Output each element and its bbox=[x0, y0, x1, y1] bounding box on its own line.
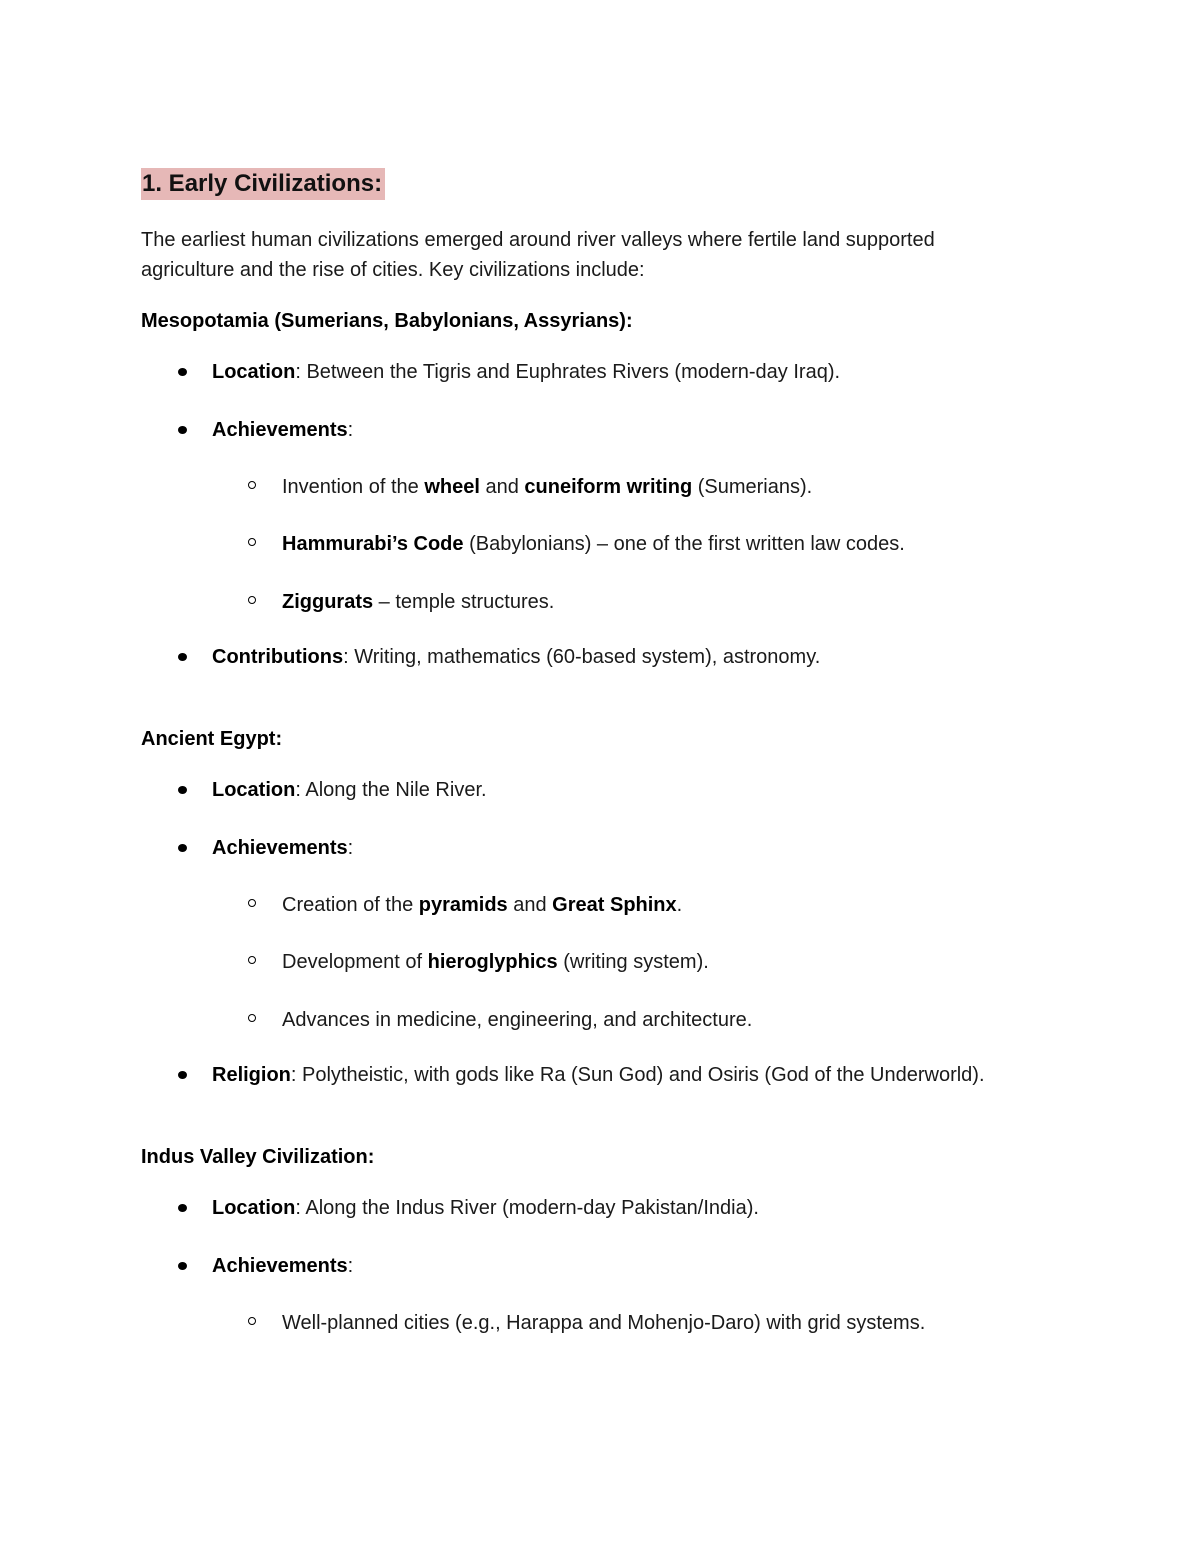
meso-achievement-1: Invention of the wheel and cuneiform writing (Sumerians). bbox=[282, 476, 813, 498]
indus-achievement-1: Well-planned cities (e.g., Harappa and Mohenjo-Daro) with grid systems. bbox=[282, 1312, 926, 1334]
meso-achievement-3: Ziggurats – temple structures. bbox=[282, 591, 555, 613]
section-heading: 1. Early Civilizations: bbox=[141, 168, 385, 200]
sub-bullet-icon bbox=[248, 1014, 256, 1022]
meso-achievement-2: Hammurabi’s Code (Babylonians) – one of the first written law codes. bbox=[282, 533, 905, 555]
indus-title: Indus Valley Civilization: bbox=[141, 1146, 375, 1168]
bullet-icon bbox=[178, 844, 187, 852]
sub-bullet-icon bbox=[248, 899, 256, 907]
indus-achievements: Achievements: bbox=[212, 1255, 354, 1277]
mesopotamia-title: Mesopotamia (Sumerians, Babylonians, Assyrians): bbox=[141, 310, 633, 332]
egypt-achievement-2: Development of hieroglyphics (writing system). bbox=[282, 951, 709, 973]
intro-line-1: The earliest human civilizations emerged around river valleys where fertile land supported bbox=[141, 229, 935, 251]
sub-bullet-icon bbox=[248, 596, 256, 604]
egypt-achievements: Achievements: bbox=[212, 837, 354, 859]
egypt-title: Ancient Egypt: bbox=[141, 728, 283, 750]
sub-bullet-icon bbox=[248, 956, 256, 964]
bullet-icon bbox=[178, 653, 187, 661]
bullet-icon bbox=[178, 368, 187, 376]
egypt-location: Location: Along the Nile River. bbox=[212, 779, 487, 801]
intro-line-2: agriculture and the rise of cities. Key civilizations include: bbox=[141, 259, 645, 281]
meso-achievements: Achievements: bbox=[212, 419, 354, 441]
egypt-achievement-1: Creation of the pyramids and Great Sphinx. bbox=[282, 894, 683, 916]
meso-location: Location: Between the Tigris and Euphrates Rivers (modern-day Iraq). bbox=[212, 361, 841, 383]
indus-location: Location: Along the Indus River (modern-day Pakistan/India). bbox=[212, 1197, 759, 1219]
bullet-icon bbox=[178, 1262, 187, 1270]
egypt-religion: Religion: Polytheistic, with gods like Ra (Sun God) and Osiris (God of the Underworld). bbox=[212, 1064, 985, 1086]
bullet-icon bbox=[178, 1071, 187, 1079]
bullet-icon bbox=[178, 426, 187, 434]
egypt-achievement-3: Advances in medicine, engineering, and architecture. bbox=[282, 1009, 753, 1031]
bullet-icon bbox=[178, 786, 187, 794]
sub-bullet-icon bbox=[248, 481, 256, 489]
sub-bullet-icon bbox=[248, 538, 256, 546]
sub-bullet-icon bbox=[248, 1317, 256, 1325]
bullet-icon bbox=[178, 1204, 187, 1212]
meso-contributions: Contributions: Writing, mathematics (60-based system), astronomy. bbox=[212, 646, 821, 668]
